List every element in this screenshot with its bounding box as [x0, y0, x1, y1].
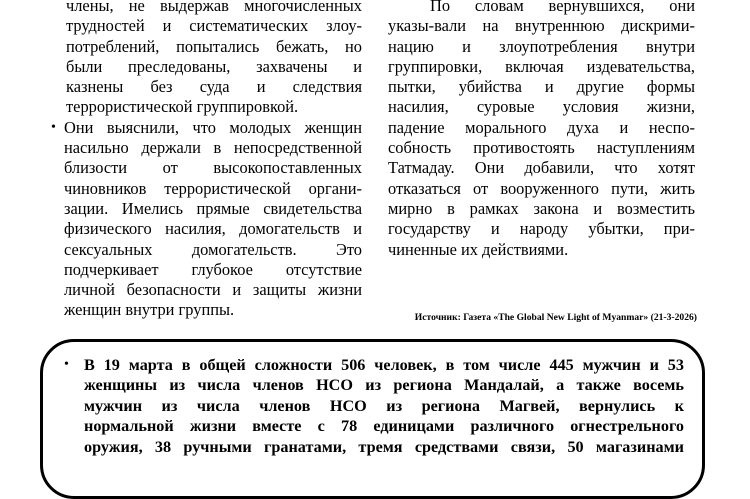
highlight-box-text: [84, 355, 684, 457]
text-line: зации. Имелись прямые свидетельства: [64, 198, 362, 218]
text-line: чиненные их действиями.: [388, 239, 569, 259]
text-line: женщины из числа членов НСО из региона Мандалай, а также восемь: [84, 376, 684, 395]
text-line: близости от высокопоставленных: [64, 158, 362, 178]
text-line: оружия, 38 ручными гранатами, тремя средствами связи, 50 магазинами: [84, 437, 684, 456]
text-line: личной безопасности и защиты жизни: [64, 280, 362, 300]
text-line: казнены без суда и следствия: [66, 77, 362, 97]
text-line: государству и народу убытки, при-: [388, 219, 695, 239]
text-line: собность противостоять наступлениям: [388, 138, 695, 158]
text-line: физического насилия, домогательств и: [64, 219, 362, 239]
text-line: насильно держали в непосредственной: [64, 138, 362, 158]
text-line: террористической группировкой.: [66, 97, 299, 117]
bullet-marker: •: [64, 357, 69, 372]
text-line: падение морального духа и неспо-: [388, 117, 695, 137]
text-line: нормальной жизни вместе с 78 единицами различного огнестрельного: [84, 417, 684, 436]
text-line: отказаться от вооруженного пути, жить: [388, 178, 695, 198]
source-citation: Источник: Газета «The Global New Light of Myanmar» (21-3-2026): [414, 312, 697, 323]
bullet-marker: •: [51, 119, 56, 135]
text-line: Они выяснили, что молодых женщин: [64, 117, 362, 137]
text-line: были преследованы, захвачены и: [66, 56, 362, 76]
text-line: указы-вали на внутреннюю дискрими-: [388, 16, 695, 36]
left-bullet-paragraph: [50, 118, 362, 321]
text-line: группировки, включая издевательства,: [388, 56, 695, 76]
text-line: мужчин из числа членов НСО из региона Магвей, вернулись к: [84, 396, 684, 415]
text-line: В 19 марта в общей сложности 506 человек, в том числе 445 мужчин и 53: [84, 356, 684, 374]
text-line: мирно в рамках закона и возместить: [388, 198, 695, 218]
text-line: насилия, суровые условия жизни,: [388, 97, 695, 117]
text-line: По словам вернувшихся, они: [430, 0, 695, 15]
text-line: члены, не выдержав многочисленных: [66, 0, 362, 15]
text-line: Татмадау. Они добавили, что хотят: [388, 158, 695, 178]
text-line: нацию и злоупотребления внутри: [388, 36, 695, 56]
right-column: [388, 0, 695, 260]
text-line: пытки, убийства и другие формы: [388, 77, 695, 97]
left-paragraph-continuation: [50, 0, 362, 118]
text-line: чиновников террористической органи-: [64, 178, 362, 198]
text-line: подчеркивает глубокое отсутствие: [64, 259, 362, 279]
right-paragraph: [388, 0, 695, 260]
left-column: [50, 0, 362, 321]
text-line: сексуальных домогательств. Это: [64, 239, 362, 259]
text-line: женщин внутри группы.: [64, 300, 235, 320]
text-line: потреблений, попытались бежать, но: [66, 36, 362, 56]
text-line: трудностей и систематических злоу-: [66, 16, 362, 36]
